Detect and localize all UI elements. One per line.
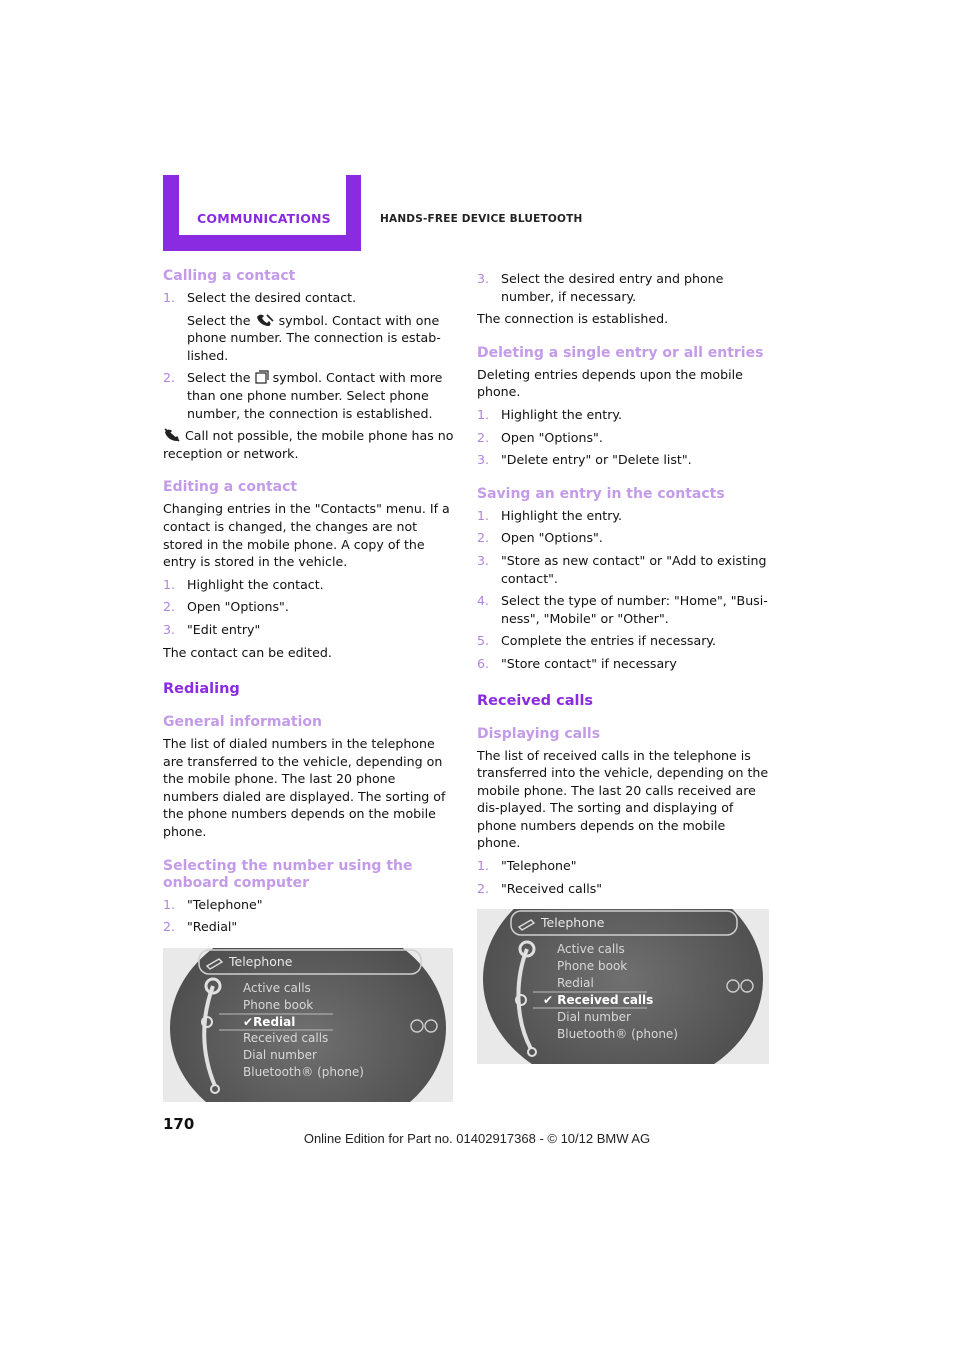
right-column: [477, 270, 769, 1064]
general-info-text: The list of dialed numbers in the telephone are transferred to the vehicle, depending on the mobile phone. The last 20 phone numbers dialed are displayed. The sorting of the phone numbers depends on the mobile phone.: [163, 736, 446, 840]
wrench-phone-icon: [517, 917, 537, 933]
saving-heading: Saving an entry in the contacts: [477, 485, 725, 502]
chapter-tab-inner: [179, 175, 346, 235]
list-item: 1. "Telephone": [477, 858, 577, 874]
general-info-heading: General information: [163, 714, 322, 731]
check-icon: ✔: [243, 1014, 254, 1029]
screen-title: Telephone: [541, 915, 605, 931]
contact-list-icon: [255, 370, 269, 384]
wrench-phone-icon: [205, 956, 225, 972]
list-item: 2. "Redial": [163, 919, 238, 935]
list-item: 4. Select the type of number: "Home", "Busi-ness", "Mobile" or "Other".: [477, 593, 768, 626]
menu-item-dial-number[interactable]: Dial number: [243, 1047, 317, 1062]
list-item: 2. Open "Options".: [477, 530, 603, 546]
displaying-calls-text: The list of received calls in the telephone is transferred into the vehicle, depending on the mobile phone. The last 20 calls received are dis-played. The sorting and displaying of phone numbers depends on the mobile phone.: [477, 747, 769, 851]
list-item: 2. "Received calls": [477, 880, 603, 896]
list-item: 1. Select the desired contact.: [163, 290, 357, 305]
menu-item-bluetooth[interactable]: Bluetooth® (phone): [243, 1064, 364, 1079]
telephone-screen-redial: [163, 948, 453, 1102]
list-item: 6. "Store contact" if necessary: [477, 655, 677, 671]
calling-heading: Calling a contact: [163, 268, 296, 284]
deleting-intro: Deleting entries depends upon the mobile phone.: [477, 366, 743, 400]
editing-result: The contact can be edited.: [163, 644, 332, 660]
received-calls-heading: Received calls: [477, 692, 594, 709]
list-item: 1. Highlight the contact.: [163, 576, 324, 592]
section-title: HANDS-FREE DEVICE BLUETOOTH: [380, 213, 583, 225]
selecting-heading: Selecting the number using the onboard computer: [163, 857, 413, 891]
check-icon: ✔: [543, 993, 558, 1008]
menu-item-received-calls[interactable]: ✔ Received calls: [543, 993, 654, 1008]
menu-item-active-calls[interactable]: Active calls: [243, 980, 311, 995]
no-phone-icon: [163, 428, 181, 442]
connection-text: The connection is established.: [477, 311, 669, 327]
menu-item-redial[interactable]: ✔Redial: [243, 1014, 296, 1029]
left-column: [163, 268, 455, 1102]
chapter-title: COMMUNICATIONS: [197, 211, 331, 226]
phone-handset-icon: [255, 313, 275, 327]
menu-item-redial[interactable]: Redial: [557, 976, 594, 991]
screen-title: Telephone: [229, 953, 293, 969]
list-item: 1. "Telephone": [163, 896, 263, 912]
menu-item-phone-book[interactable]: Phone book: [243, 997, 314, 1012]
redialing-heading: Redialing: [163, 681, 240, 698]
menu-item-active-calls[interactable]: Active calls: [557, 942, 625, 957]
footer-edition-text: Online Edition for Part no. 01402917368 - © 10/12 BMW AG: [303, 1131, 651, 1146]
telephone-screen-received: [477, 909, 769, 1064]
list-item: 3. "Delete entry" or "Delete list".: [477, 452, 692, 468]
menu-item-bluetooth[interactable]: Bluetooth® (phone): [557, 1027, 678, 1042]
list-item: 2. Open "Options".: [477, 429, 603, 445]
list-item: 2. Open "Options".: [163, 599, 289, 615]
menu-item-received-calls[interactable]: Received calls: [243, 1030, 329, 1045]
list-item: 1. Highlight the entry.: [477, 406, 623, 422]
list-item: 3. "Store as new contact" or "Add to existing contact".: [477, 552, 767, 586]
deleting-heading: Deleting a single entry or all entries: [477, 344, 764, 361]
displaying-calls-heading: Displaying calls: [477, 725, 601, 742]
list-item: 2. Select the symbol. Contact with more than one phone number. Select phone number, the connection is established.: [163, 370, 443, 421]
page-number: 170: [163, 1115, 195, 1133]
menu-item-phone-book[interactable]: Phone book: [557, 959, 628, 974]
menu-item-dial-number[interactable]: Dial number: [557, 1010, 631, 1025]
list-item: 3. Select the desired entry and phone number, if necessary.: [477, 271, 724, 304]
call-note: Call not possible, the mobile phone has no reception or network.: [163, 428, 454, 461]
list-item-detail: Select the symbol. Contact with one phone number. The connection is estab-lished.: [187, 312, 441, 363]
list-item: 1. Highlight the entry.: [477, 507, 623, 523]
editing-intro: Changing entries in the "Contacts" menu. If a contact is changed, the changes are not stored in the mobile phone. A copy of the entry is stored in the vehicle.: [163, 501, 450, 570]
list-item: 3. "Edit entry": [163, 621, 261, 637]
editing-heading: Editing a contact: [163, 479, 298, 496]
list-item: 5. Complete the entries if necessary.: [477, 633, 717, 649]
